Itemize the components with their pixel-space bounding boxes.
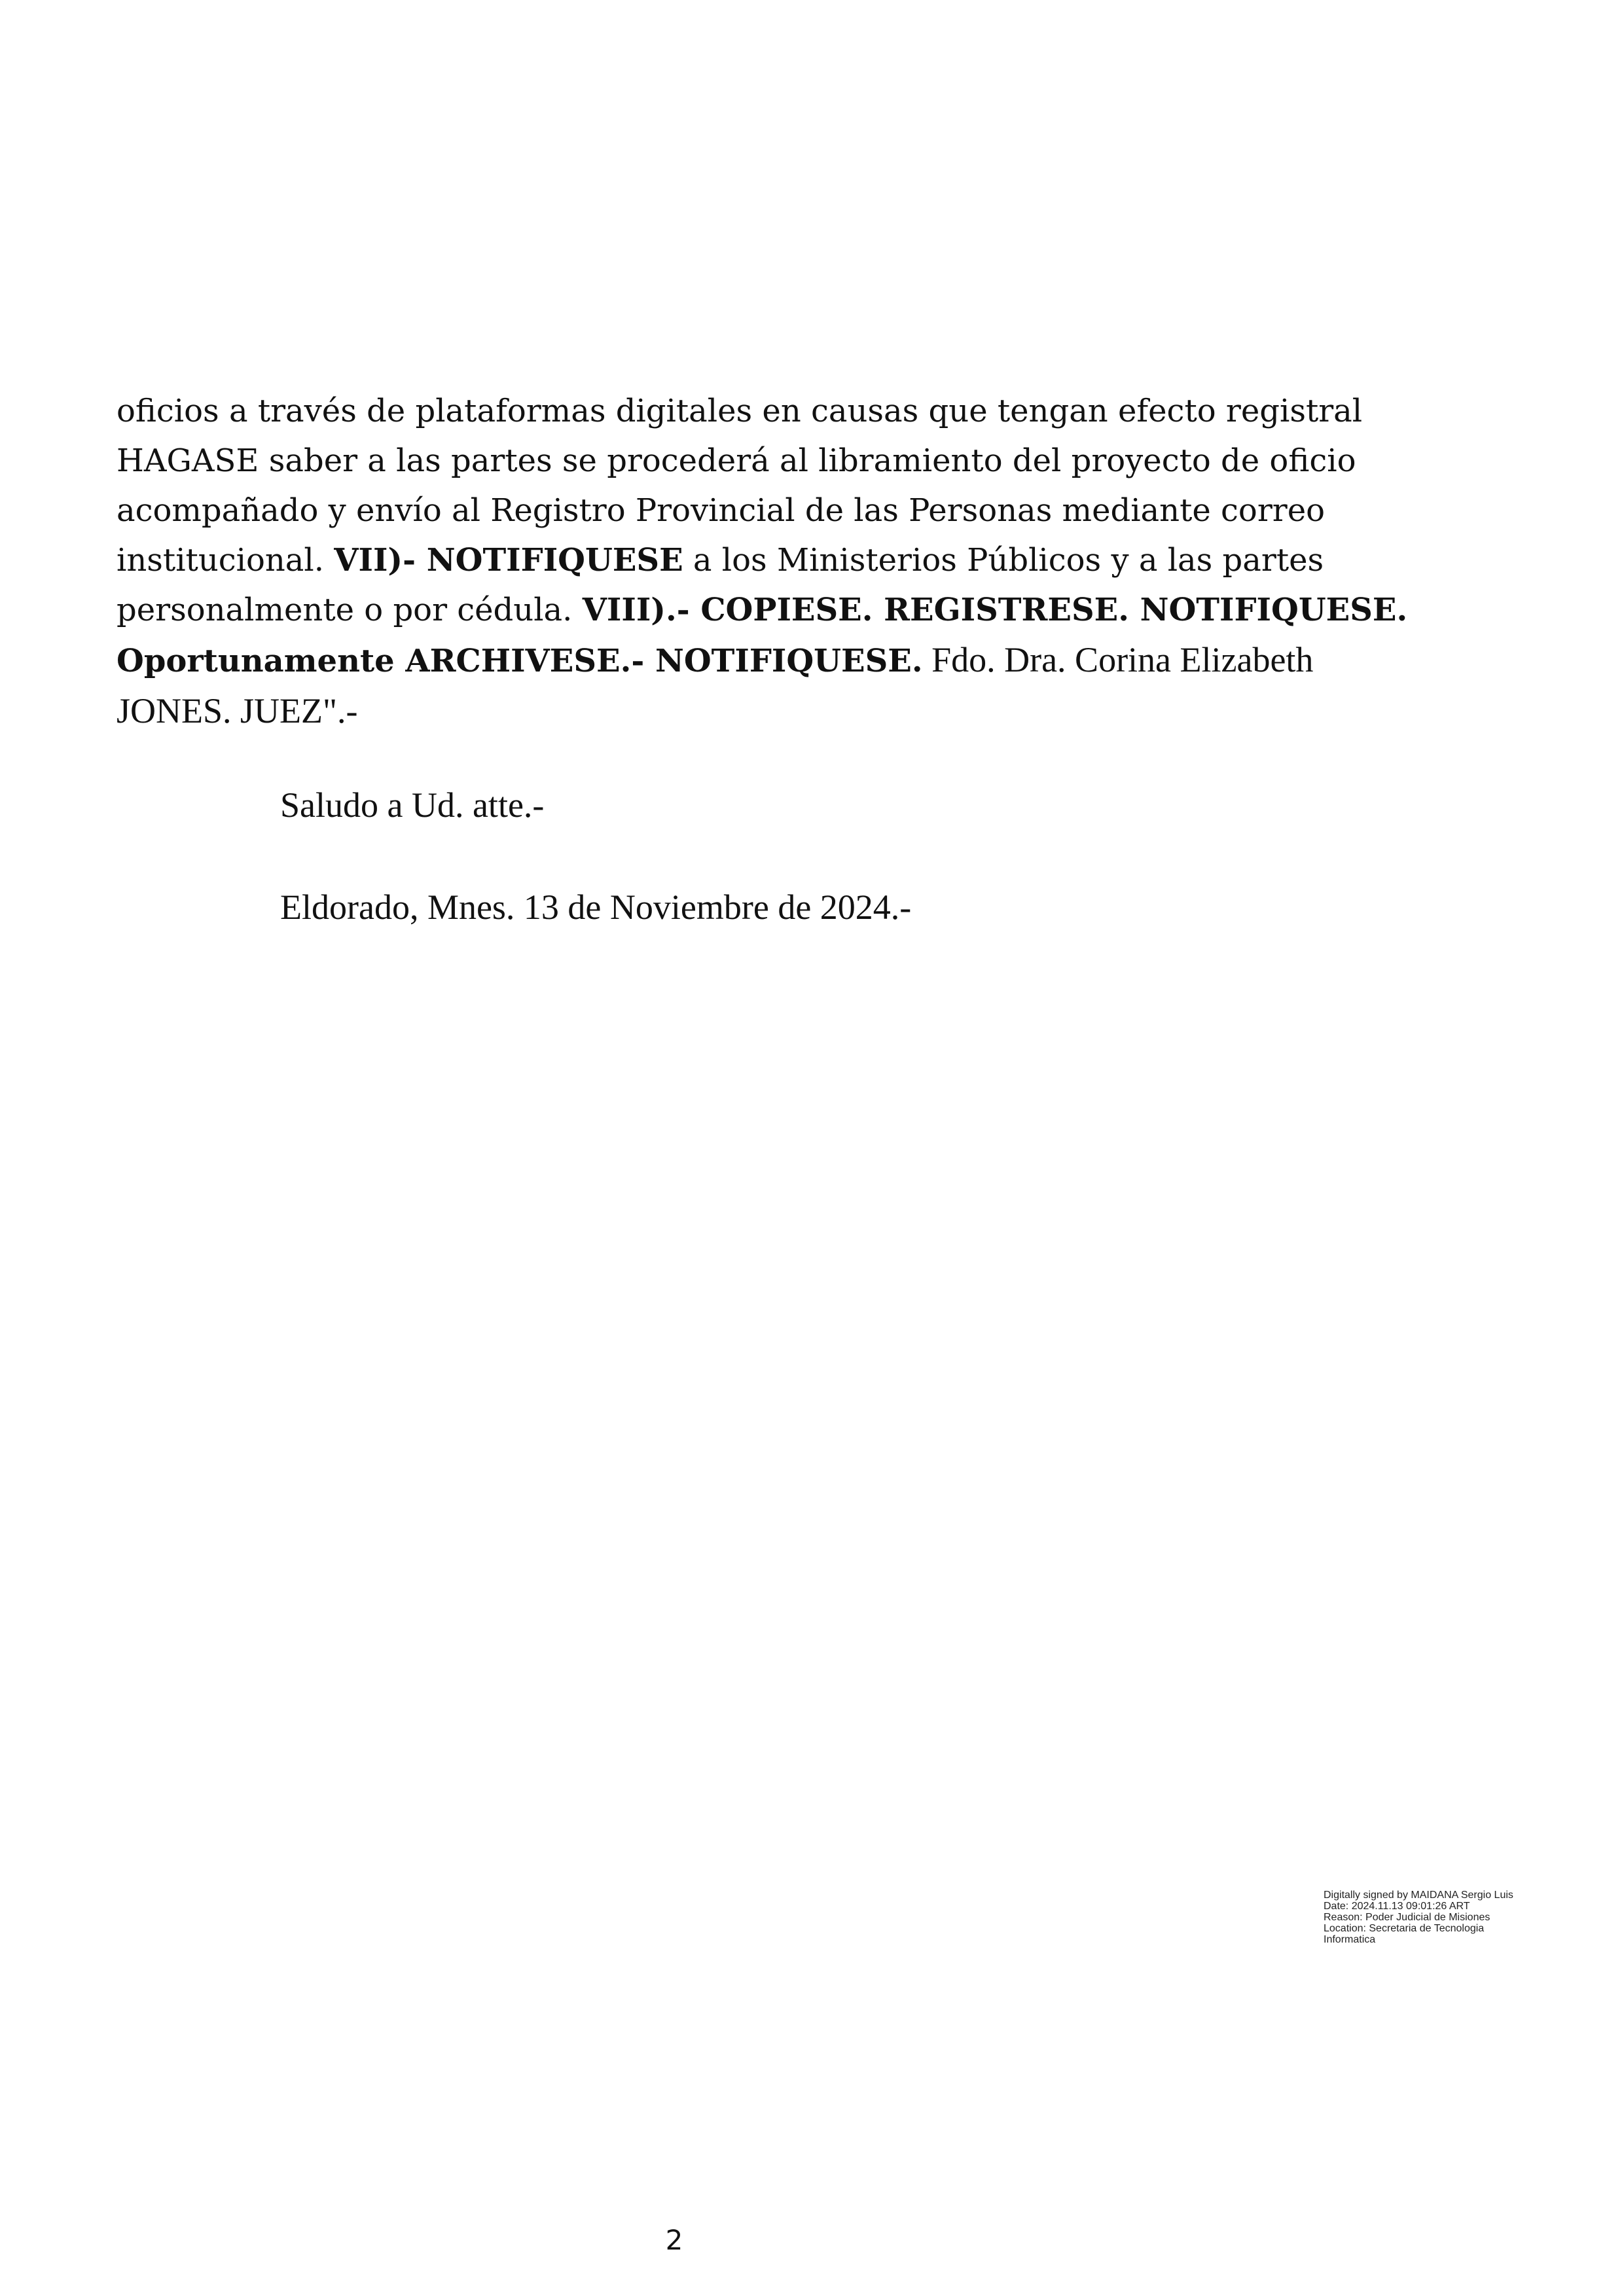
signature-line: Date: 2024.11.13 09:01:26 ART <box>1324 1901 1470 1912</box>
resolution-paragraph <box>117 386 1408 737</box>
paragraph-segment: VIII).- COPIESE. REGISTRESE. NOTIFIQUESE. <box>582 592 1408 628</box>
signature-line: Location: Secretaria de Tecnologia <box>1324 1923 1485 1934</box>
paragraph-segment: personalmente o por cédula. <box>117 592 583 628</box>
paragraph-line <box>117 486 1326 535</box>
paragraph-segment: VII)- NOTIFIQUESE <box>334 542 683 579</box>
paragraph-segment: Fdo. Dra. Corina Elizabeth <box>922 640 1314 679</box>
signature-line: Informatica <box>1324 1934 1376 1945</box>
paragraph-segment: acompañado y envío al Registro Provincial de las Personas mediante correo <box>117 492 1326 529</box>
signature-line: Digitally signed by MAIDANA Sergio Luis <box>1324 1890 1513 1901</box>
closing-place-date: Eldorado, Mnes. 13 de Noviembre de 2024.- <box>280 888 912 927</box>
paragraph-segment: Oportunamente ARCHIVESE.- NOTIFIQUESE. <box>117 643 923 679</box>
paragraph-line <box>117 585 1408 635</box>
paragraph-segment: a los Ministerios Públicos y a las partes <box>683 542 1324 579</box>
paragraph-line <box>117 635 1314 686</box>
closing-greeting: Saludo a Ud. atte.- <box>280 785 545 825</box>
signature-line: Reason: Poder Judicial de Misiones <box>1324 1912 1490 1923</box>
paragraph-segment: oficios a través de plataformas digitales en causas que tengan efecto registral <box>117 393 1363 429</box>
paragraph-line <box>117 686 1242 737</box>
paragraph-line <box>117 386 1363 436</box>
digital-signature-block <box>1324 1890 1572 1945</box>
paragraph-segment: institucional. <box>117 542 334 579</box>
paragraph-line <box>117 436 1356 486</box>
paragraph-segment: HAGASE saber a las partes se procederá al libramiento del proyecto de oficio <box>117 442 1356 479</box>
paragraph-segment: JONES. JUEZ".- <box>117 691 358 730</box>
paragraph-line <box>117 535 1324 585</box>
page-number: 2 <box>665 2224 683 2256</box>
